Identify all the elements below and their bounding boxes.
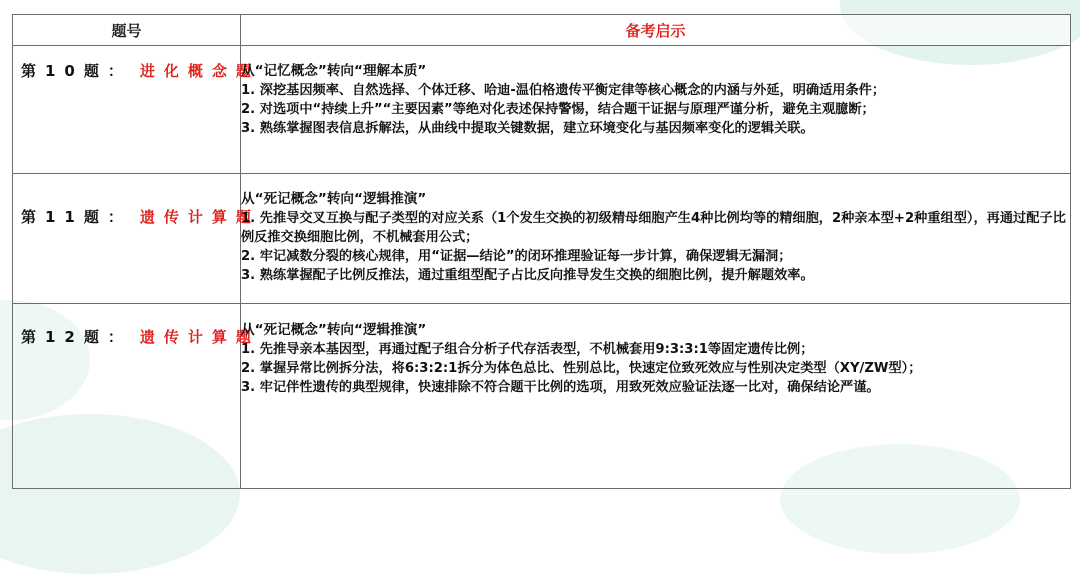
question-cell <box>13 174 260 304</box>
question-number: 第12题： <box>21 328 132 346</box>
question-number: 第10题： <box>21 62 132 80</box>
tips-point: 1. 先推导交叉互换与配子类型的对应关系（1个发生交换的初级精母细胞产生4种比例均等的精细胞，2种亲本型+2种重组型），再通过配子比例反推交换细胞比例，不机械套用公式； <box>241 211 1066 245</box>
header-question-number: 题号 <box>13 15 241 46</box>
tips-point: 1. 先推导亲本基因型，再通过配子组合分析子代存活表型，不机械套用9:3:3:1等固定遗传比例； <box>241 342 814 357</box>
question-type: 遗传计算题 <box>139 208 260 226</box>
question-number: 第11题： <box>21 208 132 226</box>
question-type: 进化概念题 <box>139 62 260 80</box>
tips-cell <box>241 46 1071 174</box>
tips-point: 2. 掌握异常比例拆分法，将6:3:2:1拆分为体色总比、性别总比，快速定位致死效应与性别决定类型（XY/ZW型）； <box>241 361 922 376</box>
question-type: 遗传计算题 <box>139 328 260 346</box>
tips-heading: 从“记忆概念”转向“理解本质” <box>241 63 427 79</box>
tips-point: 3. 熟练掌握配子比例反推法，通过重组型配子占比反向推导发生交换的细胞比例，提升解题效率。 <box>241 268 814 283</box>
tips-heading: 从“死记概念”转向“逻辑推演” <box>241 191 427 207</box>
tips-cell <box>241 304 1071 489</box>
table-row <box>13 46 1071 174</box>
tips-heading: 从“死记概念”转向“逻辑推演” <box>241 322 427 338</box>
table-row <box>13 174 1071 304</box>
table-header-row <box>13 15 1071 46</box>
tips-point: 2. 对选项中“持续上升”“主要因素”等绝对化表述保持警惕，结合题干证据与原理严谨分析，避免主观臆断； <box>241 102 875 117</box>
question-cell <box>13 46 260 174</box>
tips-point: 3. 熟练掌握图表信息拆解法，从曲线中提取关键数据，建立环境变化与基因频率变化的逻辑关联。 <box>241 121 814 136</box>
tips-cell <box>241 174 1071 304</box>
table-row <box>13 304 1071 489</box>
tips-point: 1. 深挖基因频率、自然选择、个体迁移、哈迪-温伯格遗传平衡定律等核心概念的内涵与外延，明确适用条件； <box>241 83 886 98</box>
exam-tips-table <box>12 14 1071 489</box>
tips-point: 2. 牢记减数分裂的核心规律，用“证据—结论”的闭环推理验证每一步计算，确保逻辑无漏洞； <box>241 249 792 264</box>
question-cell <box>13 304 260 489</box>
tips-point: 3. 牢记伴性遗传的典型规律，快速排除不符合题干比例的选项，用致死效应验证法逐一比对，确保结论严谨。 <box>241 380 880 395</box>
header-exam-tips: 备考启示 <box>241 15 1071 46</box>
